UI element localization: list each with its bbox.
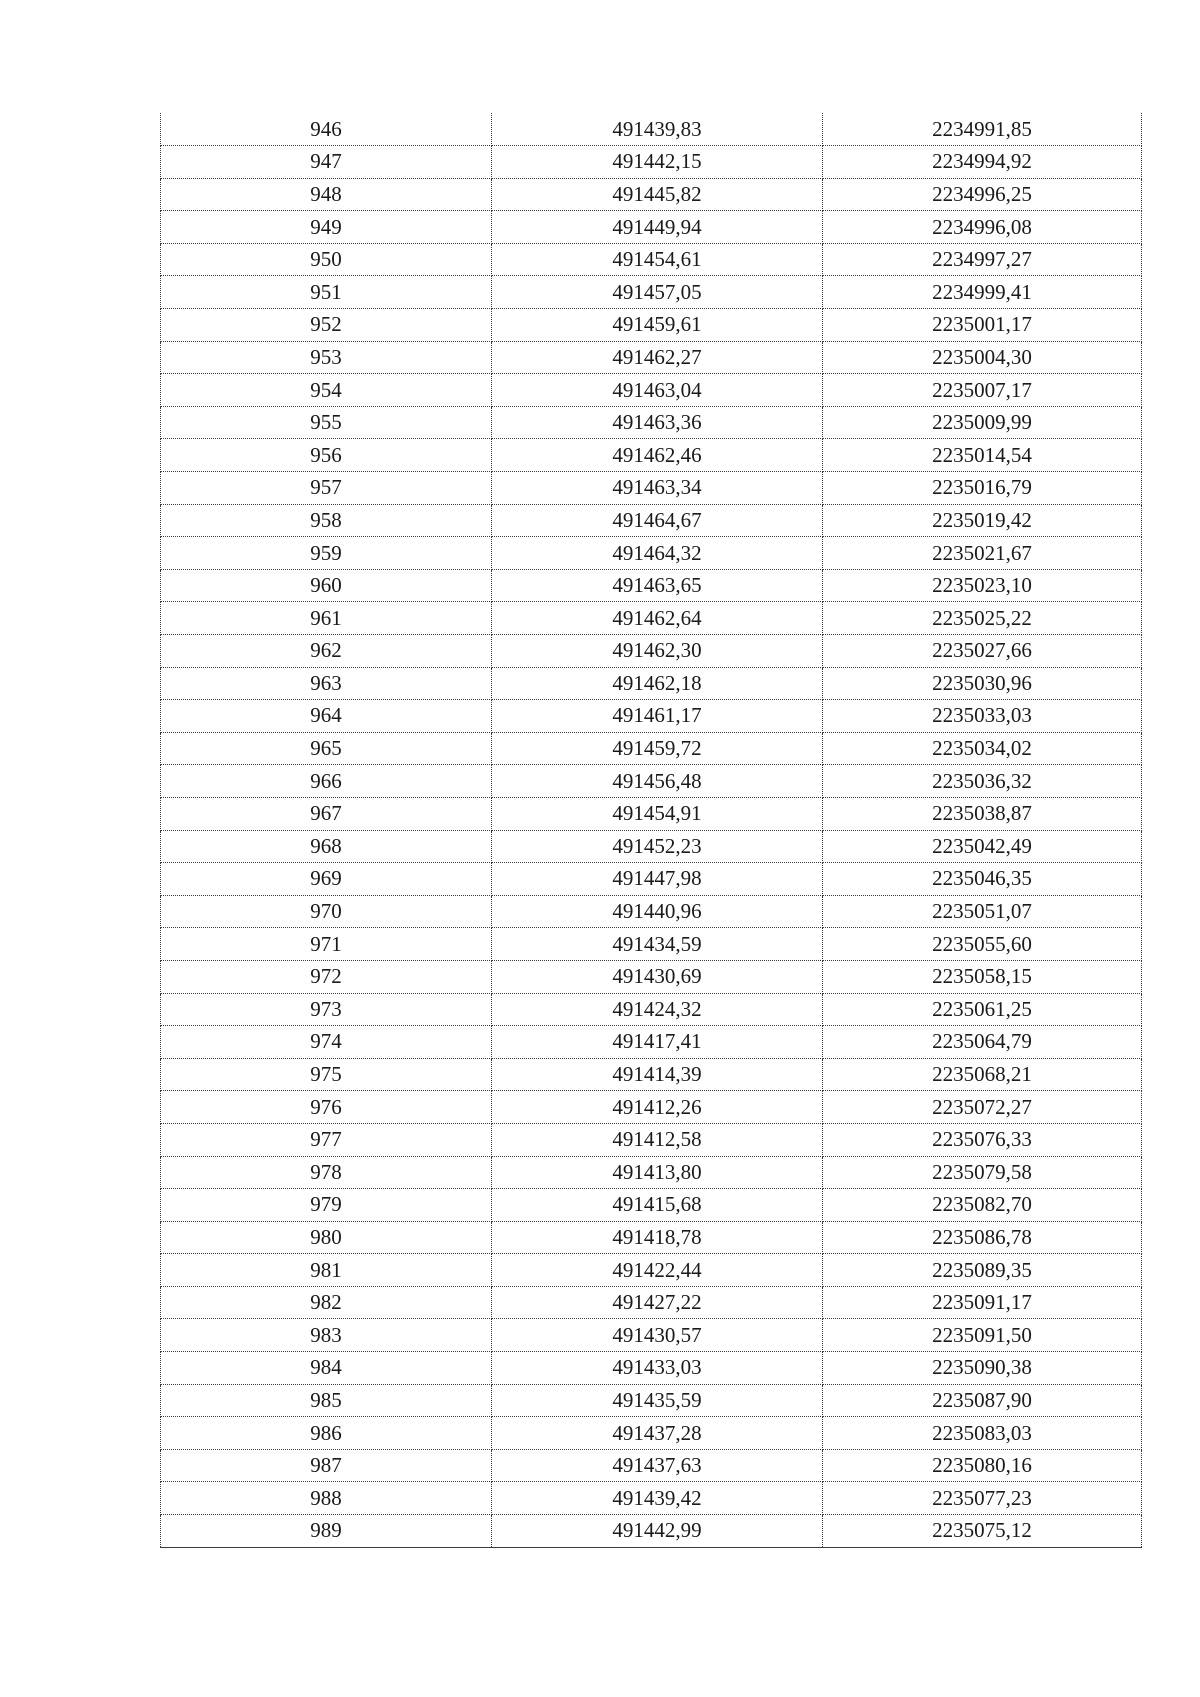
- point-number-cell: 984: [161, 1352, 492, 1385]
- table-row: [161, 960, 1142, 993]
- point-number-cell: 982: [161, 1286, 492, 1319]
- point-number-cell: 950: [161, 243, 492, 276]
- y-coordinate-cell: 2235025,22: [823, 602, 1142, 635]
- x-coordinate-cell: 491462,18: [492, 667, 823, 700]
- x-coordinate-cell: 491422,44: [492, 1254, 823, 1287]
- x-coordinate-cell: 491462,46: [492, 439, 823, 472]
- table-row: [161, 1417, 1142, 1450]
- point-number-cell: 974: [161, 1026, 492, 1059]
- y-coordinate-cell: 2235016,79: [823, 472, 1142, 505]
- x-coordinate-cell: 491412,58: [492, 1123, 823, 1156]
- x-coordinate-cell: 491454,61: [492, 243, 823, 276]
- x-coordinate-cell: 491463,04: [492, 374, 823, 407]
- x-coordinate-cell: 491463,65: [492, 569, 823, 602]
- table-row: [161, 1449, 1142, 1482]
- x-coordinate-cell: 491463,34: [492, 472, 823, 505]
- coordinates-table: [160, 113, 1142, 1548]
- table-row: [161, 1319, 1142, 1352]
- table-row: [161, 1384, 1142, 1417]
- table-row: [161, 1482, 1142, 1515]
- y-coordinate-cell: 2235027,66: [823, 635, 1142, 668]
- point-number-cell: 964: [161, 700, 492, 733]
- table-row: [161, 993, 1142, 1026]
- table-row: [161, 1515, 1142, 1548]
- x-coordinate-cell: 491413,80: [492, 1156, 823, 1189]
- y-coordinate-cell: 2235033,03: [823, 700, 1142, 733]
- y-coordinate-cell: 2235068,21: [823, 1058, 1142, 1091]
- x-coordinate-cell: 491442,15: [492, 146, 823, 179]
- y-coordinate-cell: 2234991,85: [823, 113, 1142, 146]
- table-row: [161, 243, 1142, 276]
- x-coordinate-cell: 491452,23: [492, 830, 823, 863]
- table-row: [161, 472, 1142, 505]
- table-row: [161, 504, 1142, 537]
- x-coordinate-cell: 491437,63: [492, 1449, 823, 1482]
- point-number-cell: 971: [161, 928, 492, 961]
- table-row: [161, 895, 1142, 928]
- point-number-cell: 973: [161, 993, 492, 1026]
- table-row: [161, 1123, 1142, 1156]
- point-number-cell: 979: [161, 1189, 492, 1222]
- point-number-cell: 946: [161, 113, 492, 146]
- point-number-cell: 960: [161, 569, 492, 602]
- point-number-cell: 972: [161, 960, 492, 993]
- table-row: [161, 1058, 1142, 1091]
- y-coordinate-cell: 2235087,90: [823, 1384, 1142, 1417]
- y-coordinate-cell: 2235051,07: [823, 895, 1142, 928]
- y-coordinate-cell: 2235030,96: [823, 667, 1142, 700]
- x-coordinate-cell: 491424,32: [492, 993, 823, 1026]
- y-coordinate-cell: 2234997,27: [823, 243, 1142, 276]
- x-coordinate-cell: 491412,26: [492, 1091, 823, 1124]
- point-number-cell: 969: [161, 863, 492, 896]
- x-coordinate-cell: 491439,42: [492, 1482, 823, 1515]
- table-row: [161, 635, 1142, 668]
- table-row: [161, 276, 1142, 309]
- table-row: [161, 537, 1142, 570]
- table-row: [161, 765, 1142, 798]
- x-coordinate-cell: 491437,28: [492, 1417, 823, 1450]
- table-row: [161, 700, 1142, 733]
- y-coordinate-cell: 2235014,54: [823, 439, 1142, 472]
- y-coordinate-cell: 2235009,99: [823, 406, 1142, 439]
- point-number-cell: 957: [161, 472, 492, 505]
- table-row: [161, 439, 1142, 472]
- x-coordinate-cell: 491439,83: [492, 113, 823, 146]
- point-number-cell: 963: [161, 667, 492, 700]
- y-coordinate-cell: 2235075,12: [823, 1515, 1142, 1548]
- table-row: [161, 211, 1142, 244]
- y-coordinate-cell: 2235064,79: [823, 1026, 1142, 1059]
- y-coordinate-cell: 2235058,15: [823, 960, 1142, 993]
- x-coordinate-cell: 491417,41: [492, 1026, 823, 1059]
- y-coordinate-cell: 2235082,70: [823, 1189, 1142, 1222]
- y-coordinate-cell: 2235021,67: [823, 537, 1142, 570]
- table-row: [161, 178, 1142, 211]
- y-coordinate-cell: 2235046,35: [823, 863, 1142, 896]
- point-number-cell: 953: [161, 341, 492, 374]
- table-row: [161, 667, 1142, 700]
- table-row: [161, 1221, 1142, 1254]
- y-coordinate-cell: 2235061,25: [823, 993, 1142, 1026]
- y-coordinate-cell: 2235001,17: [823, 309, 1142, 342]
- y-coordinate-cell: 2235079,58: [823, 1156, 1142, 1189]
- point-number-cell: 951: [161, 276, 492, 309]
- y-coordinate-cell: 2235036,32: [823, 765, 1142, 798]
- point-number-cell: 983: [161, 1319, 492, 1352]
- x-coordinate-cell: 491459,61: [492, 309, 823, 342]
- y-coordinate-cell: 2235077,23: [823, 1482, 1142, 1515]
- y-coordinate-cell: 2235086,78: [823, 1221, 1142, 1254]
- x-coordinate-cell: 491430,69: [492, 960, 823, 993]
- x-coordinate-cell: 491462,64: [492, 602, 823, 635]
- table-row: [161, 928, 1142, 961]
- y-coordinate-cell: 2234996,08: [823, 211, 1142, 244]
- y-coordinate-cell: 2234996,25: [823, 178, 1142, 211]
- y-coordinate-cell: 2235090,38: [823, 1352, 1142, 1385]
- x-coordinate-cell: 491462,27: [492, 341, 823, 374]
- point-number-cell: 955: [161, 406, 492, 439]
- table-row: [161, 1156, 1142, 1189]
- y-coordinate-cell: 2235042,49: [823, 830, 1142, 863]
- x-coordinate-cell: 491464,32: [492, 537, 823, 570]
- x-coordinate-cell: 491433,03: [492, 1352, 823, 1385]
- table-row: [161, 732, 1142, 765]
- y-coordinate-cell: 2235038,87: [823, 797, 1142, 830]
- x-coordinate-cell: 491445,82: [492, 178, 823, 211]
- coordinates-table-body: [161, 113, 1142, 1547]
- y-coordinate-cell: 2235089,35: [823, 1254, 1142, 1287]
- table-row: [161, 797, 1142, 830]
- point-number-cell: 956: [161, 439, 492, 472]
- point-number-cell: 948: [161, 178, 492, 211]
- x-coordinate-cell: 491459,72: [492, 732, 823, 765]
- table-row: [161, 830, 1142, 863]
- table-row: [161, 1254, 1142, 1287]
- x-coordinate-cell: 491418,78: [492, 1221, 823, 1254]
- y-coordinate-cell: 2235019,42: [823, 504, 1142, 537]
- x-coordinate-cell: 491442,99: [492, 1515, 823, 1548]
- table-row: [161, 406, 1142, 439]
- point-number-cell: 986: [161, 1417, 492, 1450]
- x-coordinate-cell: 491430,57: [492, 1319, 823, 1352]
- y-coordinate-cell: 2235055,60: [823, 928, 1142, 961]
- point-number-cell: 975: [161, 1058, 492, 1091]
- point-number-cell: 980: [161, 1221, 492, 1254]
- point-number-cell: 949: [161, 211, 492, 244]
- x-coordinate-cell: 491461,17: [492, 700, 823, 733]
- point-number-cell: 970: [161, 895, 492, 928]
- y-coordinate-cell: 2235091,50: [823, 1319, 1142, 1352]
- point-number-cell: 976: [161, 1091, 492, 1124]
- y-coordinate-cell: 2235004,30: [823, 341, 1142, 374]
- y-coordinate-cell: 2235034,02: [823, 732, 1142, 765]
- table-row: [161, 146, 1142, 179]
- table-row: [161, 113, 1142, 146]
- y-coordinate-cell: 2235076,33: [823, 1123, 1142, 1156]
- x-coordinate-cell: 491454,91: [492, 797, 823, 830]
- y-coordinate-cell: 2235091,17: [823, 1286, 1142, 1319]
- point-number-cell: 981: [161, 1254, 492, 1287]
- table-row: [161, 569, 1142, 602]
- point-number-cell: 947: [161, 146, 492, 179]
- x-coordinate-cell: 491464,67: [492, 504, 823, 537]
- table-row: [161, 602, 1142, 635]
- point-number-cell: 966: [161, 765, 492, 798]
- table-row: [161, 1352, 1142, 1385]
- x-coordinate-cell: 491414,39: [492, 1058, 823, 1091]
- x-coordinate-cell: 491427,22: [492, 1286, 823, 1319]
- y-coordinate-cell: 2235007,17: [823, 374, 1142, 407]
- table-row: [161, 309, 1142, 342]
- x-coordinate-cell: 491447,98: [492, 863, 823, 896]
- table-row: [161, 863, 1142, 896]
- x-coordinate-cell: 491456,48: [492, 765, 823, 798]
- table-row: [161, 1091, 1142, 1124]
- point-number-cell: 978: [161, 1156, 492, 1189]
- x-coordinate-cell: 491415,68: [492, 1189, 823, 1222]
- x-coordinate-cell: 491463,36: [492, 406, 823, 439]
- point-number-cell: 958: [161, 504, 492, 537]
- x-coordinate-cell: 491449,94: [492, 211, 823, 244]
- y-coordinate-cell: 2234999,41: [823, 276, 1142, 309]
- point-number-cell: 988: [161, 1482, 492, 1515]
- point-number-cell: 977: [161, 1123, 492, 1156]
- y-coordinate-cell: 2235023,10: [823, 569, 1142, 602]
- y-coordinate-cell: 2234994,92: [823, 146, 1142, 179]
- point-number-cell: 961: [161, 602, 492, 635]
- y-coordinate-cell: 2235083,03: [823, 1417, 1142, 1450]
- x-coordinate-cell: 491457,05: [492, 276, 823, 309]
- table-row: [161, 341, 1142, 374]
- x-coordinate-cell: 491435,59: [492, 1384, 823, 1417]
- point-number-cell: 987: [161, 1449, 492, 1482]
- point-number-cell: 989: [161, 1515, 492, 1548]
- point-number-cell: 954: [161, 374, 492, 407]
- x-coordinate-cell: 491462,30: [492, 635, 823, 668]
- table-row: [161, 374, 1142, 407]
- point-number-cell: 962: [161, 635, 492, 668]
- point-number-cell: 985: [161, 1384, 492, 1417]
- point-number-cell: 967: [161, 797, 492, 830]
- point-number-cell: 952: [161, 309, 492, 342]
- point-number-cell: 959: [161, 537, 492, 570]
- point-number-cell: 968: [161, 830, 492, 863]
- y-coordinate-cell: 2235080,16: [823, 1449, 1142, 1482]
- table-row: [161, 1286, 1142, 1319]
- table-row: [161, 1026, 1142, 1059]
- point-number-cell: 965: [161, 732, 492, 765]
- y-coordinate-cell: 2235072,27: [823, 1091, 1142, 1124]
- table-row: [161, 1189, 1142, 1222]
- x-coordinate-cell: 491434,59: [492, 928, 823, 961]
- x-coordinate-cell: 491440,96: [492, 895, 823, 928]
